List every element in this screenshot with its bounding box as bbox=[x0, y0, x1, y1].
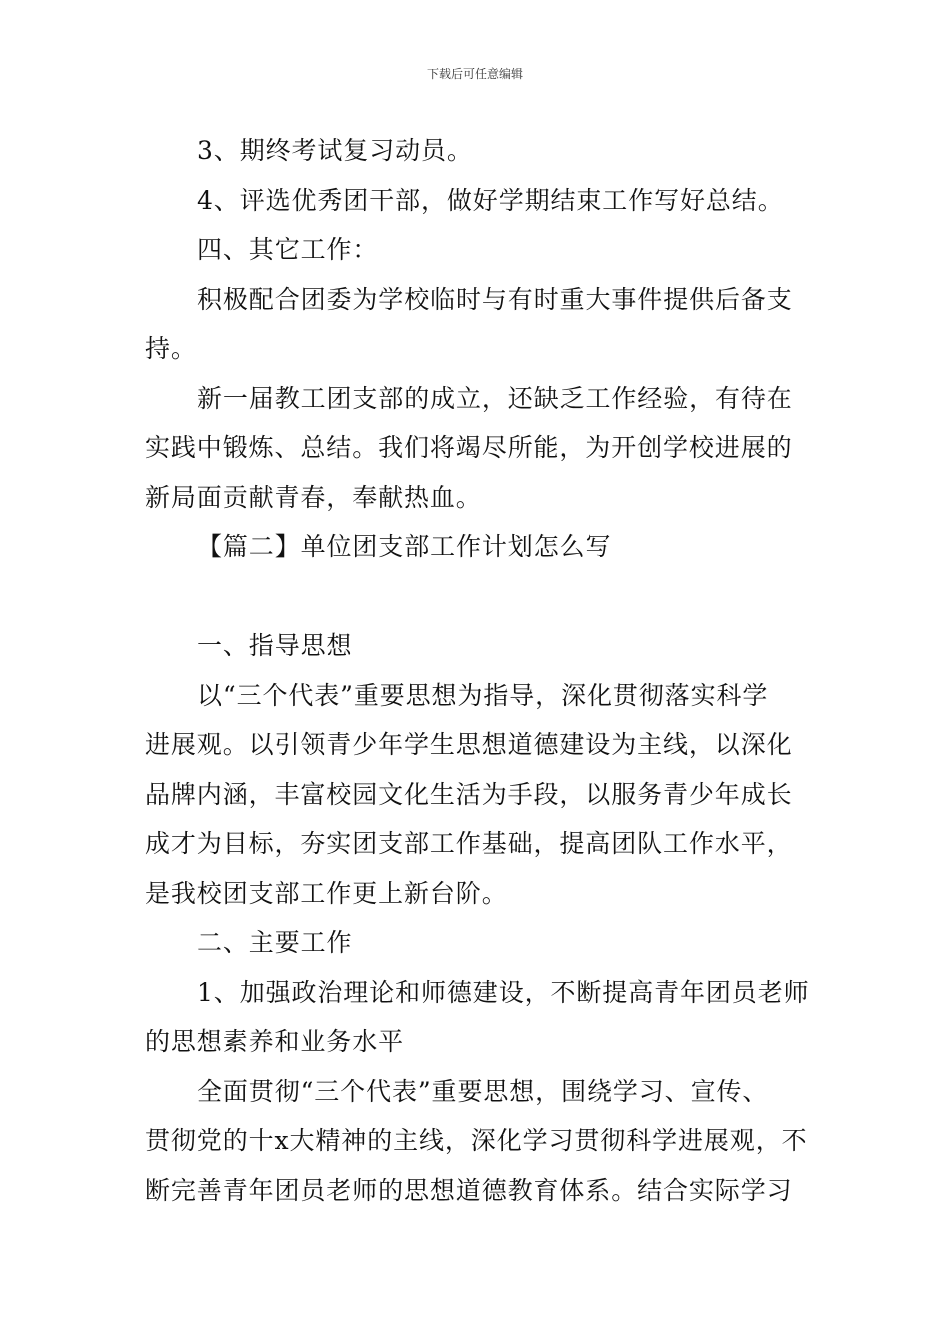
section-heading: 四、其它工作： bbox=[197, 235, 379, 264]
paragraph-line: 品牌内涵，丰富校园文化生活为手段，以服务青少年成长 bbox=[145, 779, 793, 809]
paragraph-line: 持。 bbox=[145, 334, 197, 363]
blank-line bbox=[145, 572, 810, 622]
paragraph-line: 以“三个代表”重要思想为指导，深化贯彻落实科学 bbox=[197, 680, 769, 710]
paragraph-line: 实践中锻炼、总结。我们将竭尽所能，为开创学校进展的 bbox=[145, 433, 793, 462]
paragraph-line: 全面贯彻“三个代表”重要思想，围绕学习、宣传、 bbox=[197, 1076, 769, 1106]
paragraph-line: 是我校团支部工作更上新台阶。 bbox=[145, 878, 508, 908]
section-heading: 二、主要工作 bbox=[197, 928, 353, 957]
paragraph-line: 4、评选优秀团干部，做好学期结束工作写好总结。 bbox=[197, 185, 784, 215]
paragraph-line: 的思想素养和业务水平 bbox=[145, 1027, 405, 1056]
paragraph-line: 成才为目标，夯实团支部工作基础，提高团队工作水平， bbox=[145, 829, 793, 858]
section-heading: 一、指导思想 bbox=[197, 631, 353, 660]
paragraph-line: 积极配合团委为学校临时与有时重大事件提供后备支 bbox=[197, 284, 793, 314]
paragraph-line: 进展观。以引领青少年学生思想道德建设为主线，以深化 bbox=[145, 730, 793, 759]
chapter-title: 【篇二】单位团支部工作计划怎么写 bbox=[197, 532, 612, 561]
page-header: 下载后可任意编辑 bbox=[426, 67, 523, 81]
document-body bbox=[145, 126, 810, 1215]
paragraph-line: 3、期终考试复习动员。 bbox=[197, 136, 473, 165]
paragraph-line: 新局面贡献青春，奉献热血。 bbox=[145, 482, 482, 512]
paragraph-line: 新一届教工团支部的成立，还缺乏工作经验，有待在 bbox=[197, 383, 793, 413]
paragraph-line: 1、加强政治理论和师德建设，不断提高青年团员老师 bbox=[197, 977, 810, 1007]
paragraph-line: 贯彻党的十x大精神的主线，深化学习贯彻科学进展观，不 bbox=[145, 1126, 808, 1155]
paragraph-line: 断完善青年团员老师的思想道德教育体系。结合实际学习 bbox=[145, 1175, 793, 1205]
